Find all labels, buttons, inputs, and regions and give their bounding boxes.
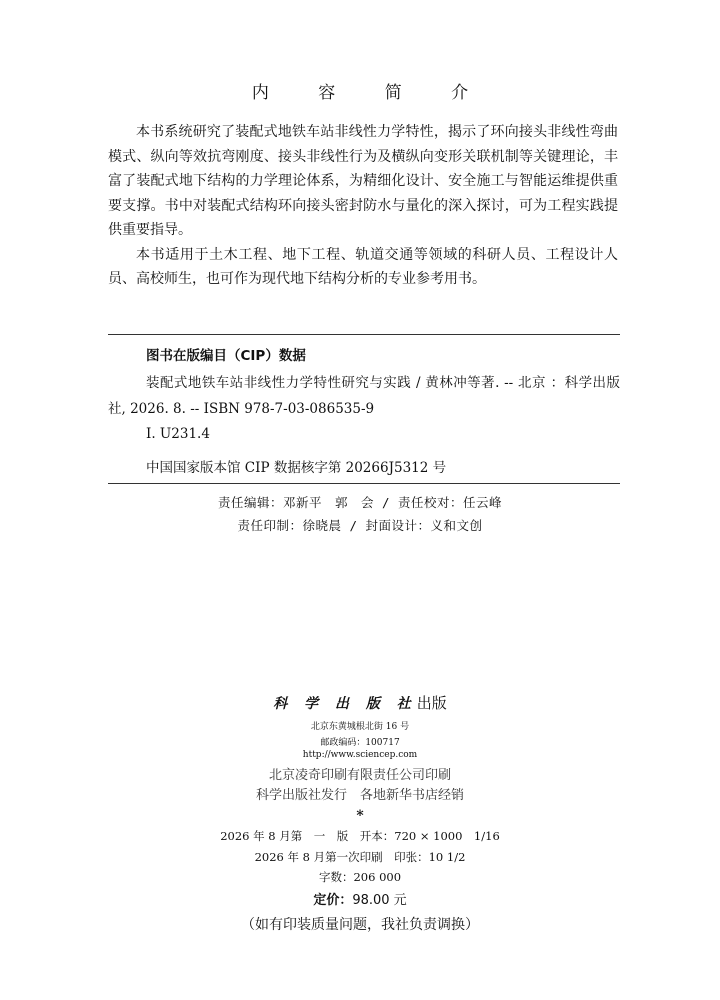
publisher-postcode: 邮政编码：100717 xyxy=(320,738,400,748)
price-value: 98.00 元 xyxy=(352,893,407,908)
staff-line-1: 责任编辑：邓新平 郭 会 / 责任校对：任云峰 xyxy=(217,495,503,510)
price-label: 定价： xyxy=(313,893,353,908)
intro-body xyxy=(108,120,618,292)
distribution-line: 科学出版社发行 各地新华书店经销 xyxy=(255,788,464,803)
cip-classification: Ⅰ. U231.4 xyxy=(146,426,210,442)
publisher-logo-text: 科 学 出 版 社 xyxy=(273,696,417,712)
publisher-name xyxy=(0,692,720,713)
printer-line: 北京凌奇印刷有限责任公司印刷 xyxy=(268,768,451,783)
cip-record-number: 中国国家版本馆 CIP 数据核字第 20266J5312 号 xyxy=(146,460,447,476)
word-count: 字数：206 000 xyxy=(318,870,402,884)
intro-title: 内 容 简 介 xyxy=(251,83,491,103)
quality-note: （如有印装质量问题，我社负责调换） xyxy=(241,917,479,933)
cip-top-rule xyxy=(108,334,620,335)
publisher-suffix: 出版 xyxy=(416,694,447,712)
publisher-address: 北京东黄城根北街 16 号 xyxy=(310,722,410,732)
intro-paragraph-2: 本书适用于土木工程、地下工程、轨道交通等领域的科研人员、工程设计人员、高校师生，也可作为现代地下结构分析的专业参考用书。 xyxy=(108,246,618,287)
publisher-website: http://www.sciencep.com xyxy=(302,750,418,760)
edition-line-1: 2026 年 8 月第 一 版 开本：720 × 1000 1/16 xyxy=(220,829,500,843)
cip-bottom-rule xyxy=(108,483,620,484)
price xyxy=(0,889,720,908)
intro-paragraph-1: 本书系统研究了装配式地铁车站非线性力学特性，揭示了环向接头非线性弯曲模式、纵向等效抗弯刚度、接头非线性行为及横纵向变形关联机制等关键理论，丰富了装配式地下结构的力学理论体系，为精细化设计、安全施工与智能运维提供重要支撑。书中对装配式结构环向接头密封防水与量化的深入探讨，可为工程实践提供重要指导。 xyxy=(108,124,618,238)
cip-title: 图书在版编目（CIP）数据 xyxy=(146,348,306,364)
edition-line-2: 2026 年 8 月第一次印刷 印张：10 1/2 xyxy=(254,850,466,864)
cip-entry: 装配式地铁车站非线性力学特性研究与实践 / 黄林冲等著. -- 北京 ：科学出版社, 2026. 8. -- ISBN 978-7-03-086535-9 xyxy=(108,375,620,417)
separator-star: * xyxy=(356,808,364,824)
staff-line-2: 责任印制：徐晓晨 / 封面设计：义和文创 xyxy=(237,518,483,533)
